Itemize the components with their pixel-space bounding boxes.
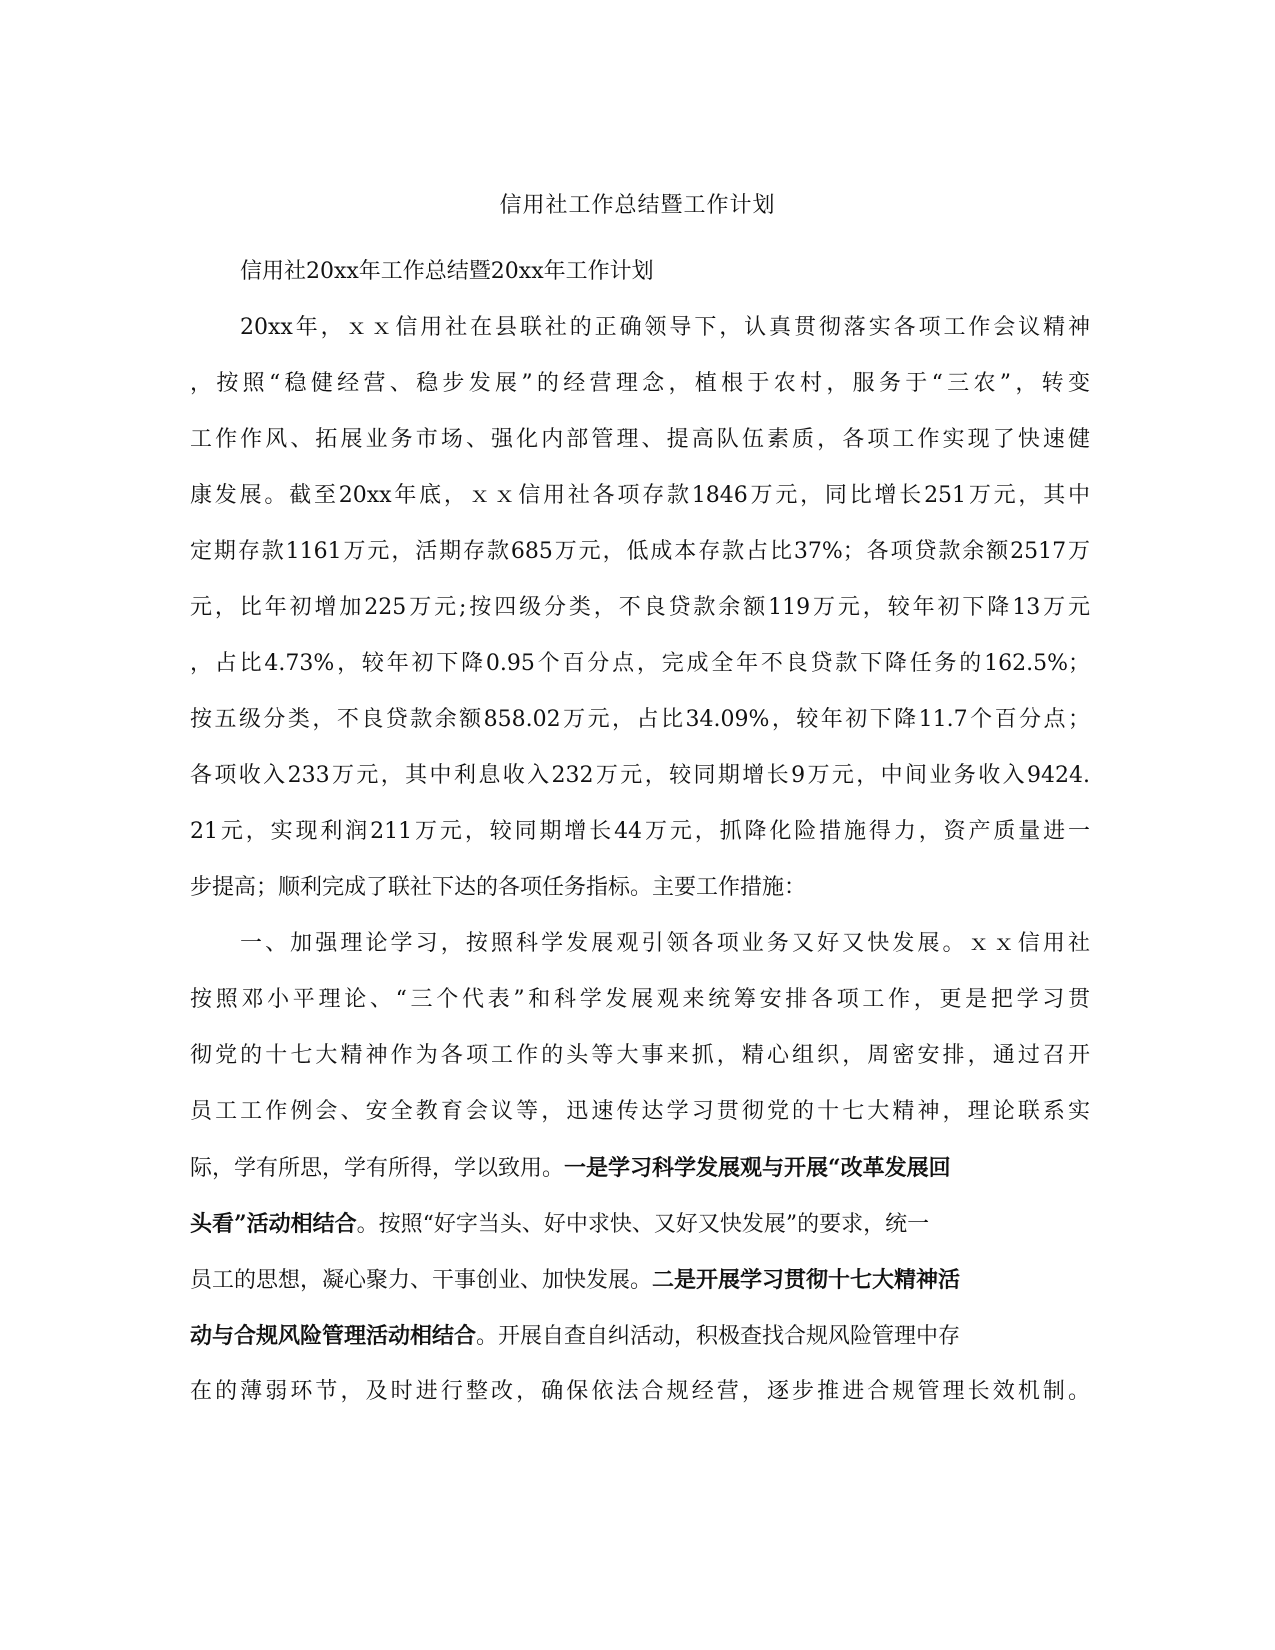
document-title: 信用社工作总结暨工作计划: [499, 193, 776, 218]
bold-emphasis: 头看”活动相结合: [190, 1211, 357, 1237]
paragraph-line: ，按照“稳健经营、稳步发展”的经营理念，植根于农村，服务于“三农”，转变: [190, 371, 1090, 396]
paragraph-line: [190, 1208, 1090, 1241]
paragraph-line: [190, 1152, 1090, 1185]
paragraph-line: 按五级分类，不良贷款余额858.02万元，占比34.09%，较年初下降11.7个百分点；: [190, 707, 1090, 732]
plain-text: 际，学有所思，学有所得，学以致用。: [190, 1156, 565, 1181]
paragraph-line: 彻党的十七大精神作为各项工作的头等大事来抓，精心组织，周密安排，通过召开: [190, 1043, 1090, 1068]
paragraph-line: 21元，实现利润211万元，较同期增长44万元，抓降化险措施得力，资产质量进一: [190, 819, 1090, 844]
document-subtitle: 信用社20xx年工作总结暨20xx年工作计划: [240, 259, 654, 284]
plain-text: 员工的思想，凝心聚力、干事创业、加快发展。: [190, 1268, 653, 1293]
paragraph-line: 步提高；顺利完成了联社下达的各项任务指标。主要工作措施：: [190, 875, 807, 900]
paragraph-line: [190, 1320, 1090, 1353]
bold-emphasis: 二是开展学习贯彻十七大精神活: [652, 1267, 961, 1293]
paragraph-line: 20xx年，ｘｘ信用社在县联社的正确领导下，认真贯彻落实各项工作会议精神: [240, 315, 1090, 340]
bold-emphasis: 动与合规风险管理活动相结合: [190, 1323, 477, 1349]
paragraph-line: 康发展。截至20xx年底，ｘｘ信用社各项存款1846万元，同比增长251万元，其中: [190, 483, 1090, 508]
paragraph-line: 定期存款1161万元，活期存款685万元，低成本存款占比37%；各项贷款余额2517万: [190, 539, 1090, 564]
plain-text: 。开展自查自纠活动，积极查找合规风险管理中存: [476, 1324, 961, 1349]
paragraph-line: 在的薄弱环节，及时进行整改，确保依法合规经营，逐步推进合规管理长效机制。: [190, 1379, 1090, 1404]
paragraph-line: 一、加强理论学习，按照科学发展观引领各项业务又好又快发展。ｘｘ信用社: [240, 931, 1090, 956]
paragraph-line: 员工工作例会、安全教育会议等，迅速传达学习贯彻党的十七大精神，理论联系实: [190, 1099, 1090, 1124]
paragraph-line: 元，比年初增加225万元;按四级分类，不良贷款余额119万元，较年初下降13万元: [190, 595, 1090, 620]
paragraph-line: 按照邓小平理论、“三个代表”和科学发展观来统筹安排各项工作，更是把学习贯: [190, 987, 1090, 1012]
paragraph-line: [190, 1264, 1090, 1297]
paragraph-line: 工作作风、拓展业务市场、强化内部管理、提高队伍素质，各项工作实现了快速健: [190, 427, 1090, 452]
paragraph-line: 各项收入233万元，其中利息收入232万元，较同期增长9万元，中间业务收入9424.: [190, 763, 1090, 788]
bold-emphasis: 一是学习科学发展观与开展“改革发展回: [564, 1155, 951, 1181]
paragraph-line: ，占比4.73%，较年初下降0.95个百分点，完成全年不良贷款下降任务的162.5%；: [190, 651, 1090, 676]
plain-text: 。按照“好字当头、好中求快、又好又快发展”的要求，统一: [356, 1212, 930, 1237]
